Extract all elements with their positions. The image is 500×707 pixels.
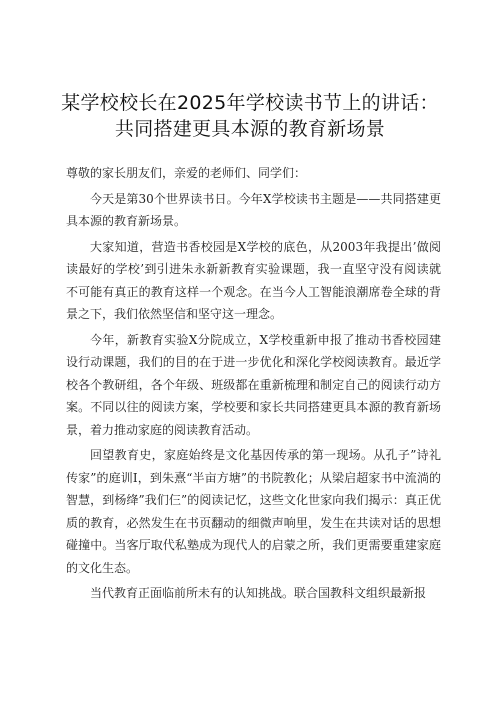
title-line-1: 某学校校长在2025年学校读书节上的讲话： xyxy=(61,92,439,114)
paragraph-reading-tradition: 大家知道，营造书香校园是X学校的底色，从2003年我提出’做阅读最好的学校’到引进朱永新新教育实验课题，我一直坚守没有阅读就不可能有真正的教育这样一个观念。在当今人工智能浪潮席卷全球的背景之下，我们依然坚信和坚守这一理念。 xyxy=(66,239,441,321)
paragraph-new-education-branch: 今年，新教育实验X分院成立，X学校重新申报了推动书香校园建设行动课题，我们的目的在于进一步优化和深化学校阅读教育。最近学校各个教研组，各个年级、班级都在重新梳理和制定自己的阅读行动方案。不同以往的阅读方案，学校要和家长共同搭建更具本源的教育新场景，着力推动家庭的阅读教育活动。 xyxy=(66,332,441,437)
speech-body xyxy=(66,162,441,605)
paragraph-family-culture: 回望教育史，家庭始终是文化基因传承的第一现场。从孔子”诗礼传家”的庭训I，到朱熹“半亩方塘”的书院教化；从梁启超家书中流淌的智慧，到杨绛”我们仨”的阅读记忆，这些文化世家向我们揭示：真正优质的教育，必然发生在书页翻动的细微声响里，发生在共读对话的思想碰撞中。当客厅取代私塾成为现代人的启蒙之所，我们更需要重建家庭的文化生态。 xyxy=(66,448,441,575)
document-title xyxy=(40,90,460,142)
paragraph-world-book-day: 今天是第30个世界读书日。今年X学校读书主题是——共同搭建更具本源的教育新场景。 xyxy=(66,191,441,228)
salutation: 尊敬的家长朋友们，亲爱的老师们、同学们： xyxy=(66,166,307,180)
title-line-2: 共同搭建更具本源的教育新场景 xyxy=(114,118,386,140)
paragraph-cognitive-challenge: 当代教育正面临前所未有的认知挑战。联合国教科文组织最新报 xyxy=(90,586,427,600)
